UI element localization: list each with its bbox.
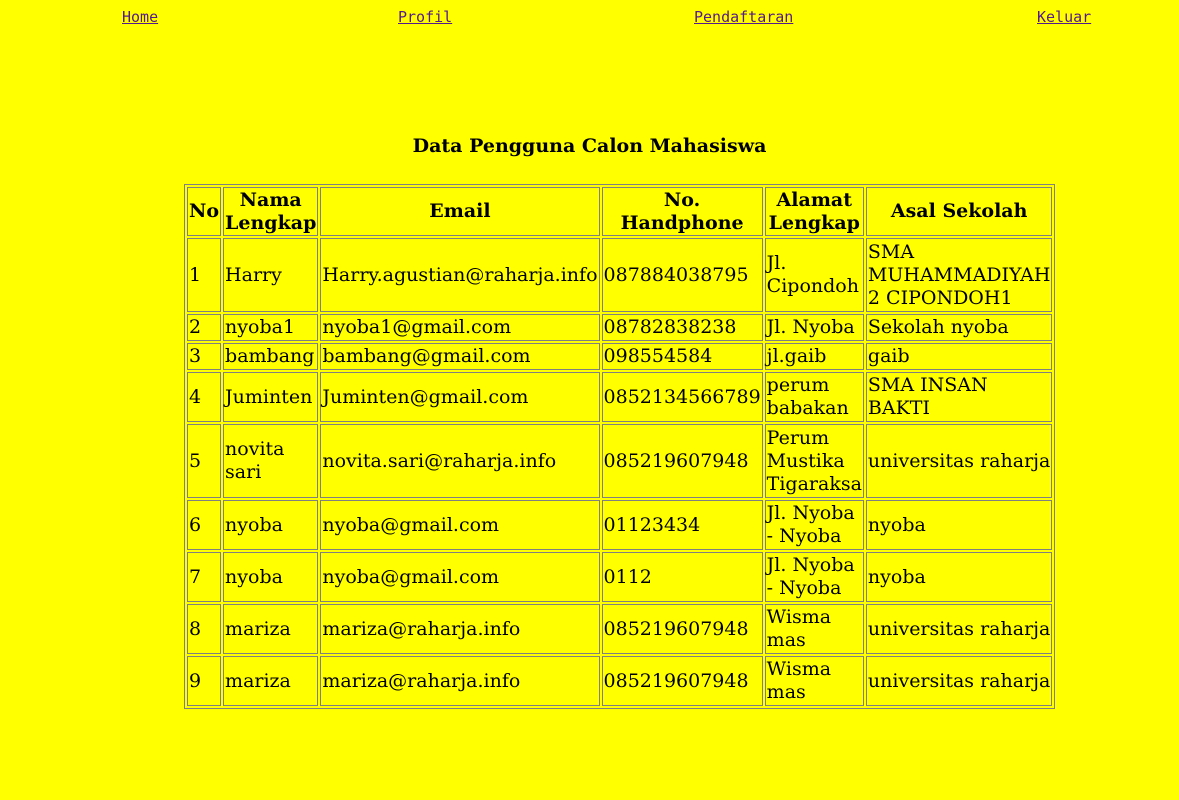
cell-alamat: Jl. Nyoba [765,314,864,341]
cell-alamat: Jl. Nyoba - Nyoba [765,552,864,602]
table-row [187,314,1052,341]
cell-nama: novita sari [223,424,318,498]
table-header-row [187,187,1052,236]
cell-sekolah: universitas raharja [866,656,1052,706]
cell-hp: 0852134566789 [602,372,763,422]
cell-alamat: perum babakan [765,372,864,422]
cell-email: mariza@raharja.info [320,604,599,654]
cell-nama: mariza [223,604,318,654]
cell-nama: nyoba [223,500,318,550]
cell-sekolah: universitas raharja [866,604,1052,654]
cell-hp: 085219607948 [602,424,763,498]
header-email: Email [320,187,599,236]
table-row [187,238,1052,312]
cell-alamat: Wisma mas [765,656,864,706]
cell-no: 4 [187,372,221,422]
cell-hp: 01123434 [602,500,763,550]
table-row [187,343,1052,370]
header-nama: Nama Lengkap [223,187,318,236]
header-sekolah: Asal Sekolah [866,187,1052,236]
cell-alamat: jl.gaib [765,343,864,370]
cell-nama: bambang [223,343,318,370]
cell-nama: mariza [223,656,318,706]
cell-sekolah: SMA MUHAMMADIYAH 2 CIPONDOH1 [866,238,1052,312]
table-row [187,552,1052,602]
cell-sekolah: Sekolah nyoba [866,314,1052,341]
table-row [187,424,1052,498]
cell-sekolah: SMA INSAN BAKTI [866,372,1052,422]
nav-link-profil[interactable]: Profil [398,8,453,26]
cell-alamat: Wisma mas [765,604,864,654]
cell-no: 6 [187,500,221,550]
cell-nama: nyoba1 [223,314,318,341]
cell-email: Juminten@gmail.com [320,372,599,422]
table-row [187,500,1052,550]
cell-hp: 0112 [602,552,763,602]
cell-nama: Juminten [223,372,318,422]
cell-email: nyoba@gmail.com [320,500,599,550]
header-hp: No. Handphone [602,187,763,236]
cell-no: 2 [187,314,221,341]
cell-alamat: Perum Mustika Tigaraksa [765,424,864,498]
cell-hp: 08782838238 [602,314,763,341]
cell-no: 5 [187,424,221,498]
cell-alamat: Jl. Nyoba - Nyoba [765,500,864,550]
cell-email: nyoba1@gmail.com [320,314,599,341]
cell-no: 9 [187,656,221,706]
cell-nama: nyoba [223,552,318,602]
cell-no: 3 [187,343,221,370]
cell-hp: 087884038795 [602,238,763,312]
cell-hp: 098554584 [602,343,763,370]
page-title: Data Pengguna Calon Mahasiswa [412,135,767,157]
nav-link-pendaftaran[interactable]: Pendaftaran [694,8,794,26]
header-alamat: Alamat Lengkap [765,187,864,236]
table-row [187,656,1052,706]
cell-alamat: Jl. Cipondoh [765,238,864,312]
cell-no: 1 [187,238,221,312]
table-row [187,604,1052,654]
header-no: No [187,187,221,236]
cell-sekolah: nyoba [866,500,1052,550]
cell-nama: Harry [223,238,318,312]
nav-link-home[interactable]: Home [122,8,159,26]
cell-hp: 085219607948 [602,656,763,706]
cell-hp: 085219607948 [602,604,763,654]
cell-sekolah: gaib [866,343,1052,370]
top-nav [0,8,1179,28]
cell-email: mariza@raharja.info [320,656,599,706]
cell-email: bambang@gmail.com [320,343,599,370]
user-data-table [184,184,1055,709]
cell-no: 7 [187,552,221,602]
cell-sekolah: nyoba [866,552,1052,602]
cell-email: nyoba@gmail.com [320,552,599,602]
cell-email: Harry.agustian@raharja.info [320,238,599,312]
cell-sekolah: universitas raharja [866,424,1052,498]
cell-no: 8 [187,604,221,654]
table-row [187,372,1052,422]
cell-email: novita.sari@raharja.info [320,424,599,498]
nav-link-keluar[interactable]: Keluar [1037,8,1092,26]
